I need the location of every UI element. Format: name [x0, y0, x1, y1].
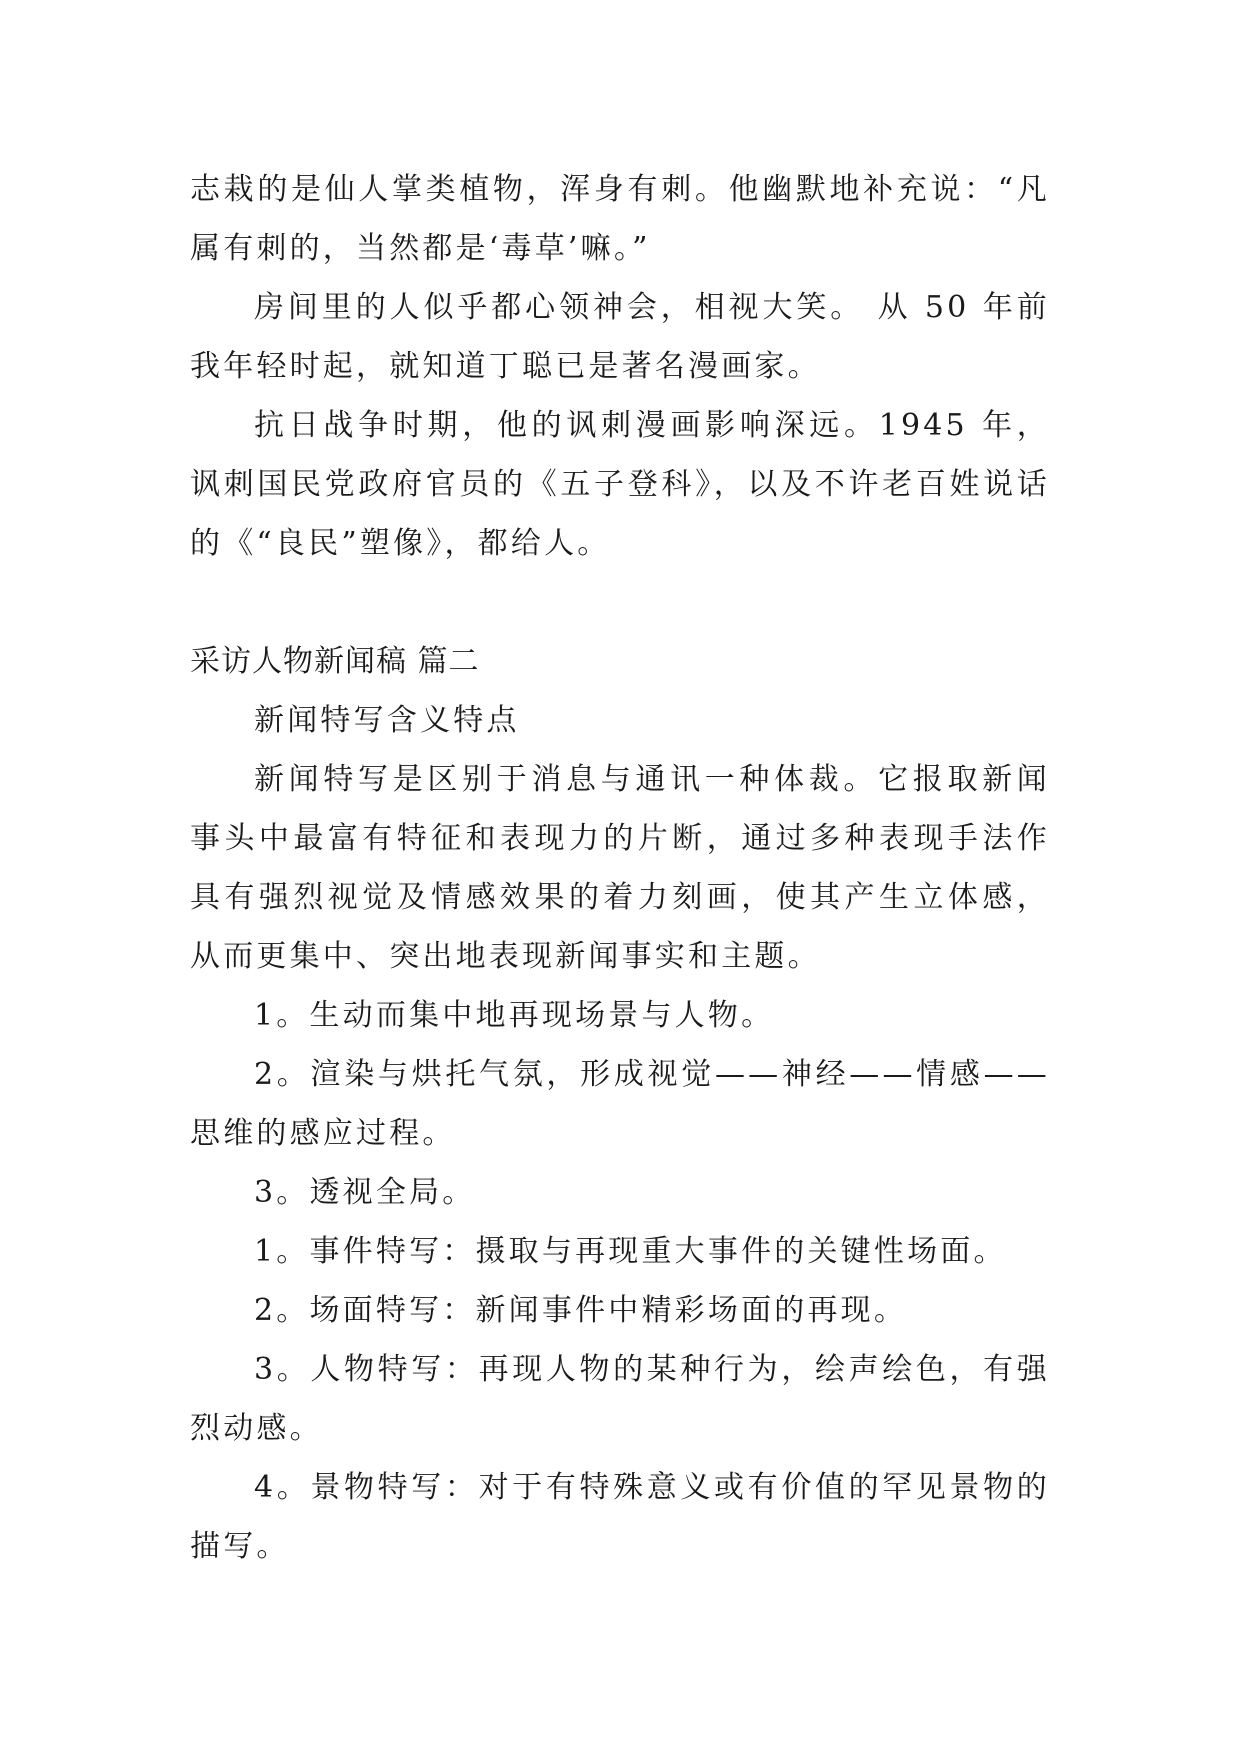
paragraph-definition: 新闻特写是区别于消息与通讯一种体裁。它报取新闻事头中最富有特征和表现力的片断，通过多种表现手法作具有强烈视觉及情感效果的着力刻画，使其产生立体感，从而更集中、突出地表现新闻事实和主题。 [190, 762, 1050, 974]
list-item-type-person: 3。人物特写：再现人物的某种行为，绘声绘色，有强烈动感。 [190, 1352, 1050, 1446]
list-item-feature-1: 1。生动而集中地再现场景与人物。 [254, 998, 775, 1033]
list-item-feature-3: 3。透视全局。 [254, 1175, 476, 1210]
section-title: 采访人物新闻稿 篇二 [190, 644, 480, 679]
paragraph-wartime-cartoons: 抗日战争时期，他的讽刺漫画影响深远。1945 年，讽刺国民党政府官员的《五子登科》，以及不许老百姓说话的《“良民”塑像》，都给人。 [190, 408, 1050, 561]
section-spacer [190, 573, 1050, 632]
list-item-type-event: 1。事件特写：摄取与再现重大事件的关键性场面。 [254, 1234, 1007, 1269]
document-body [190, 160, 1050, 1576]
paragraph-laughter: 房间里的人似乎都心领神会，相视大笑。 从 50 年前我年轻时起，就知道丁聪已是著名漫画家。 [190, 290, 1050, 384]
list-item-type-landscape: 4。景物特写：对于有特殊意义或有价值的罕见景物的描写。 [190, 1470, 1050, 1564]
section-subtitle: 新闻特写含义特点 [254, 703, 520, 738]
list-item-type-scene: 2。场面特写：新闻事件中精彩场面的再现。 [254, 1293, 908, 1328]
list-item-feature-2: 2。渲染与烘托气氛，形成视觉——神经——情感——思维的感应过程。 [190, 1057, 1050, 1151]
paragraph-thorns: 志栽的是仙人掌类植物，浑身有刺。他幽默地补充说：“凡属有刺的，当然都是‘毒草’嘛。” [190, 172, 1050, 266]
